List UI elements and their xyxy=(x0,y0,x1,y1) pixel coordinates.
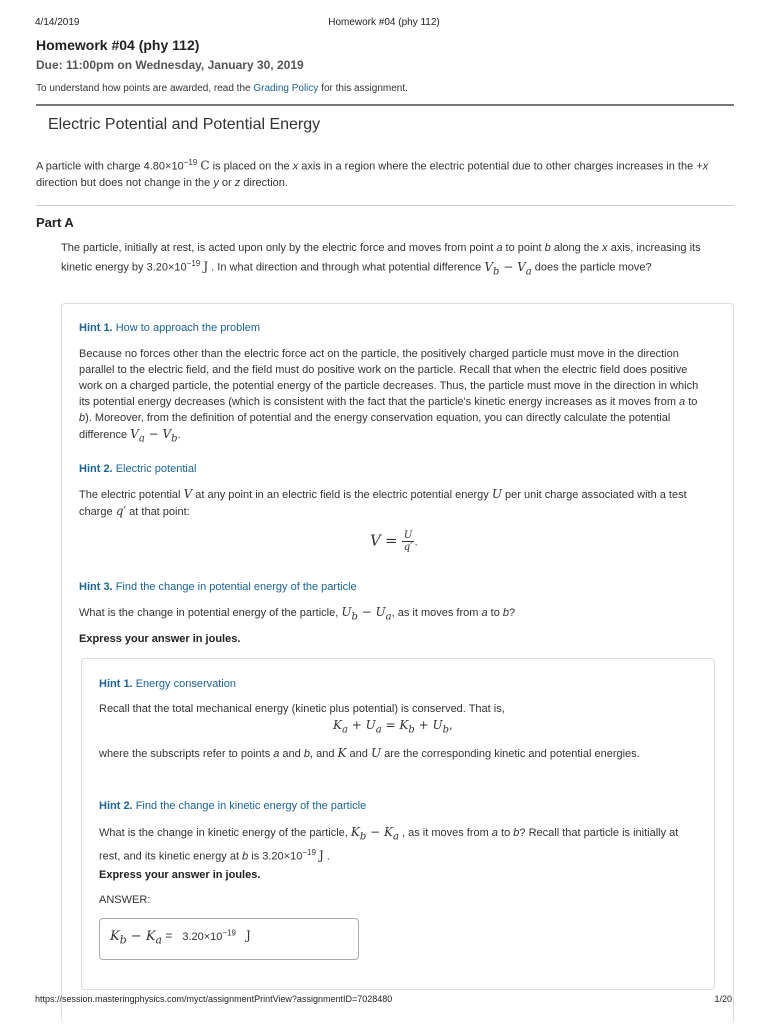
sub-hint-2-body: What is the change in kinetic energy of the particle, $K_b - K_a$ , as it moves from a to b? Recall that particle is initially at rest, and its kinetic energy at b is $3.20\times 10^{-19}$ J . xyxy=(99,825,679,864)
part-a-question: The particle, initially at rest, is acted upon only by the electric force and moves from point a to point b along the x axis, increasing its kinetic energy by $3.20\times 10^{-19}$ J . In what direction and through what potential difference $V_b - V_a$ does the particle move? xyxy=(61,242,701,278)
sub-hint-1-where: where the subscripts refer to points a and b, and K and U are the corresponding kinetic and potential energies. xyxy=(99,746,640,760)
intro-text-post: for this assignment. xyxy=(318,83,408,94)
hint-2-body: The electric potential V at any point in an electric field is the electric potential energy U per unit charge associated with a test charge q′ at that point: xyxy=(79,487,687,518)
hint-1-header[interactable]: Hint 1. How to approach the problem xyxy=(79,322,260,334)
sub-hint-1-header[interactable]: Hint 1. Energy conservation xyxy=(99,678,236,690)
part-a-label: Part A xyxy=(36,215,74,230)
print-header-title: Homework #04 (phy 112) xyxy=(328,17,440,28)
intro-text-pre: To understand how points are awarded, read the xyxy=(36,83,254,94)
sub-hint-2-header[interactable]: Hint 2. Find the change in kinetic energy of the particle xyxy=(99,800,367,812)
answer-expression: $K_b - K_a = 3.20\times 10^{-19}$ J xyxy=(110,928,251,947)
energy-conservation-formula: $K_a + U_a = K_b + U_b$, xyxy=(333,718,453,736)
answer-label: ANSWER: xyxy=(99,894,151,906)
header-divider xyxy=(36,104,734,106)
sub-hint-2-express: Express your answer in joules. xyxy=(99,869,261,881)
hint-2-header[interactable]: Hint 2. Electric potential xyxy=(79,463,197,475)
page-number: 1/20 xyxy=(714,994,732,1004)
potential-formula: V = $\frac{U}{q'}$ . xyxy=(370,530,418,553)
sub-hint-1-title[interactable]: Energy conservation xyxy=(135,678,236,690)
due-date: Due: 11:00pm on Wednesday, January 30, 2019 xyxy=(36,58,304,72)
answer-unit: J xyxy=(246,928,251,943)
assignment-title: Homework #04 (phy 112) xyxy=(36,37,200,53)
hint-3-express: Express your answer in joules. xyxy=(79,633,241,645)
hint-3-body: What is the change in potential energy of the particle, $U_b - U_a$, as it moves from a to b? xyxy=(79,605,516,623)
sub-hint-1-body: Recall that the total mechanical energy (kinetic plus potential) is conserved. That is, xyxy=(99,703,505,715)
hint-1-body: Because no forces other than the electric force act on the particle, the positively charged particle must move in the direction parallel to the electric field, and the field must do positive work on the particle. Recall that when the electric field does positive work on a charged particle, the potential energy of the particle decreases. Thus, the particle must move in the direction in which its potential energy decreases (which is consistent with the fact that the particle's kinetic energy increases as it moves from a to b). Moreover, from the definition of potential and the energy conservation equation, you can directly calculate the potential difference $V_a - V_b$. xyxy=(79,348,699,445)
hint-2-title[interactable]: Electric potential xyxy=(115,463,197,475)
problem-statement: A particle with charge $4.80\times 10^{-19}$ C is placed on the x axis in a region where the electric potential due to other charges increases in the +x direction but does not change in the y or z direction. xyxy=(36,158,709,189)
hint-1-title[interactable]: How to approach the problem xyxy=(115,322,260,334)
sub-hint-2-title[interactable]: Find the change in kinetic energy of the particle xyxy=(135,800,367,812)
potential-difference-expr: $V_b - V_a$ xyxy=(484,259,532,278)
print-date: 4/14/2019 xyxy=(35,17,80,28)
grading-intro xyxy=(36,83,408,94)
hint-3-header[interactable]: Hint 3. Find the change in potential energy of the particle xyxy=(79,581,357,593)
grading-policy-link[interactable]: Grading Policy xyxy=(253,83,319,94)
answer-value[interactable]: $3.20\times 10^{-19}$ xyxy=(182,928,236,943)
section-divider xyxy=(36,205,734,206)
footer-url: https://session.masteringphysics.com/myct/assignmentPrintView?assignmentID=7028480 xyxy=(35,994,393,1004)
problem-title: Electric Potential and Potential Energy xyxy=(48,116,321,133)
hint-3-title[interactable]: Find the change in potential energy of the particle xyxy=(115,581,357,593)
